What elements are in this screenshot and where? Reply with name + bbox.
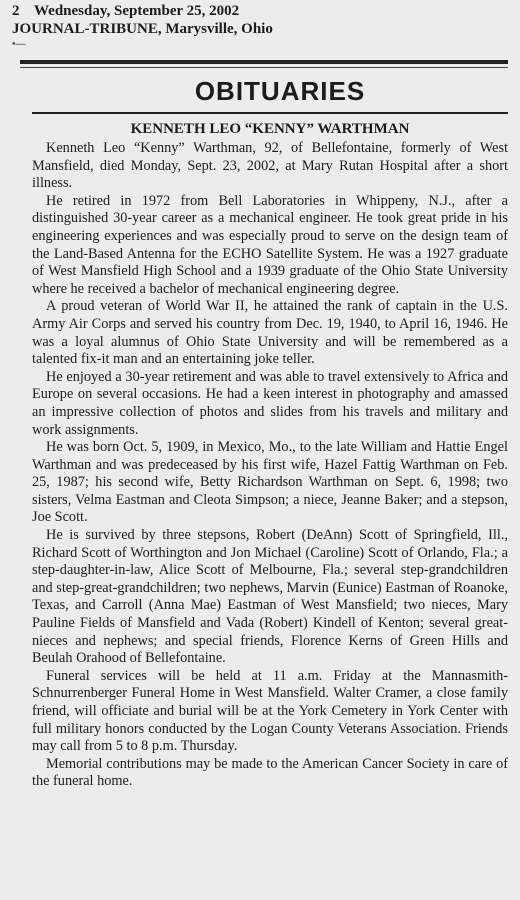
paper-name: JOURNAL-TRIBUNE, Marysville, Ohio — [12, 21, 273, 37]
obituary-paragraph: He is survived by three stepsons, Robert (DeAnn) Scott of Springfield, Ill., Richard Scott of Worthington and Jon Michael (Caroline) Scott of Orlando, Fla.; a step-daughter-in-law, Alice Scott of Melbourne, Fla.; several step-grandchildren and step-great-grandchildren; two nephews, Marvin (Eunice) Eastman of Roanoke, Texas, and Carroll (Anna Mae) Eastman of West Mansfield; two nieces, Mary Pauline Fields of Mansfield and Vada (Robert) Kindell of Kenton; several great-nieces and nephews; and special friends, Florence Kerns of Green Hills and Beulah Orahood of Bellefontaine. — [32, 527, 508, 667]
masthead — [12, 0, 508, 50]
obituary-paragraph: He retired in 1972 from Bell Laboratories in Whippeny, N.J., after a distinguished 30-year career as a mechanical engineer. He took great pride in his engineering experiences and was especially proud to serve on the design team of the Land-Based Antenna for the ECHO Satellite System. He was a 1927 graduate of West Mansfield High School and a 1939 graduate of the Ohio State University where he received a bachelor of mechanical engineering degree. — [32, 192, 508, 297]
dateline — [12, 2, 508, 20]
section-rule — [32, 112, 508, 114]
issue-date: Wednesday, September 25, 2002 — [34, 3, 240, 19]
obituary-paragraph: He enjoyed a 30-year retirement and was able to travel extensively to Africa and Europe on several occasions. He had a keen interest in photography and amassed an impressive collection of photos and slides from his travels and military and work assignments. — [32, 368, 508, 438]
obituary-paragraph: Kenneth Leo “Kenny” Warthman, 92, of Bellefontaine, formerly of West Mansfield, died Monday, Sept. 23, 2002, at Mary Rutan Hospital after a short illness. — [32, 140, 508, 192]
top-rule-thin — [20, 67, 508, 68]
ornament-dots-icon: •— — [12, 39, 26, 50]
obituary-paragraph: Funeral services will be held at 11 a.m. Friday at the Mannasmith-Schnurrenberger Funeral Home in West Mansfield. Walter Cramer, a close family friend, will officiate and burial will be at the York Cemetery in York Center with full military honors conducted by the Logan County Veterans Association. Friends may call from 5 to 8 p.m. Thursday. — [32, 667, 508, 755]
obituary-paragraph: He was born Oct. 5, 1909, in Mexico, Mo., to the late William and Hattie Engel Warthman and was predeceased by his first wife, Hazel Fattig Warthman on Feb. 25, 1987; his second wife, Betty Richardson Warthman on Sept. 6, 1998; two sisters, Velma Eastman and Cleota Simpson; a niece, Jeanne Baker; and a stepson, Joe Scott. — [32, 439, 508, 526]
obituary-paragraph: Memorial contributions may be made to the American Cancer Society in care of the funeral home. — [32, 755, 508, 790]
obituary-body — [12, 140, 508, 791]
section-title: OBITUARIES — [194, 76, 366, 106]
page-number: 2 — [12, 3, 20, 19]
obituary-headline: KENNETH LEO “KENNY” WARTHMAN — [130, 121, 410, 137]
top-rule-thick — [20, 60, 508, 64]
obituary-paragraph: A proud veteran of World War II, he attained the rank of captain in the U.S. Army Air Corps and served his country from Dec. 19, 1940, to April 16, 1946. He was a loyal alumnus of Ohio State University and will be remembered as a talented fix-it man and an entertaining joke teller. — [32, 298, 508, 368]
